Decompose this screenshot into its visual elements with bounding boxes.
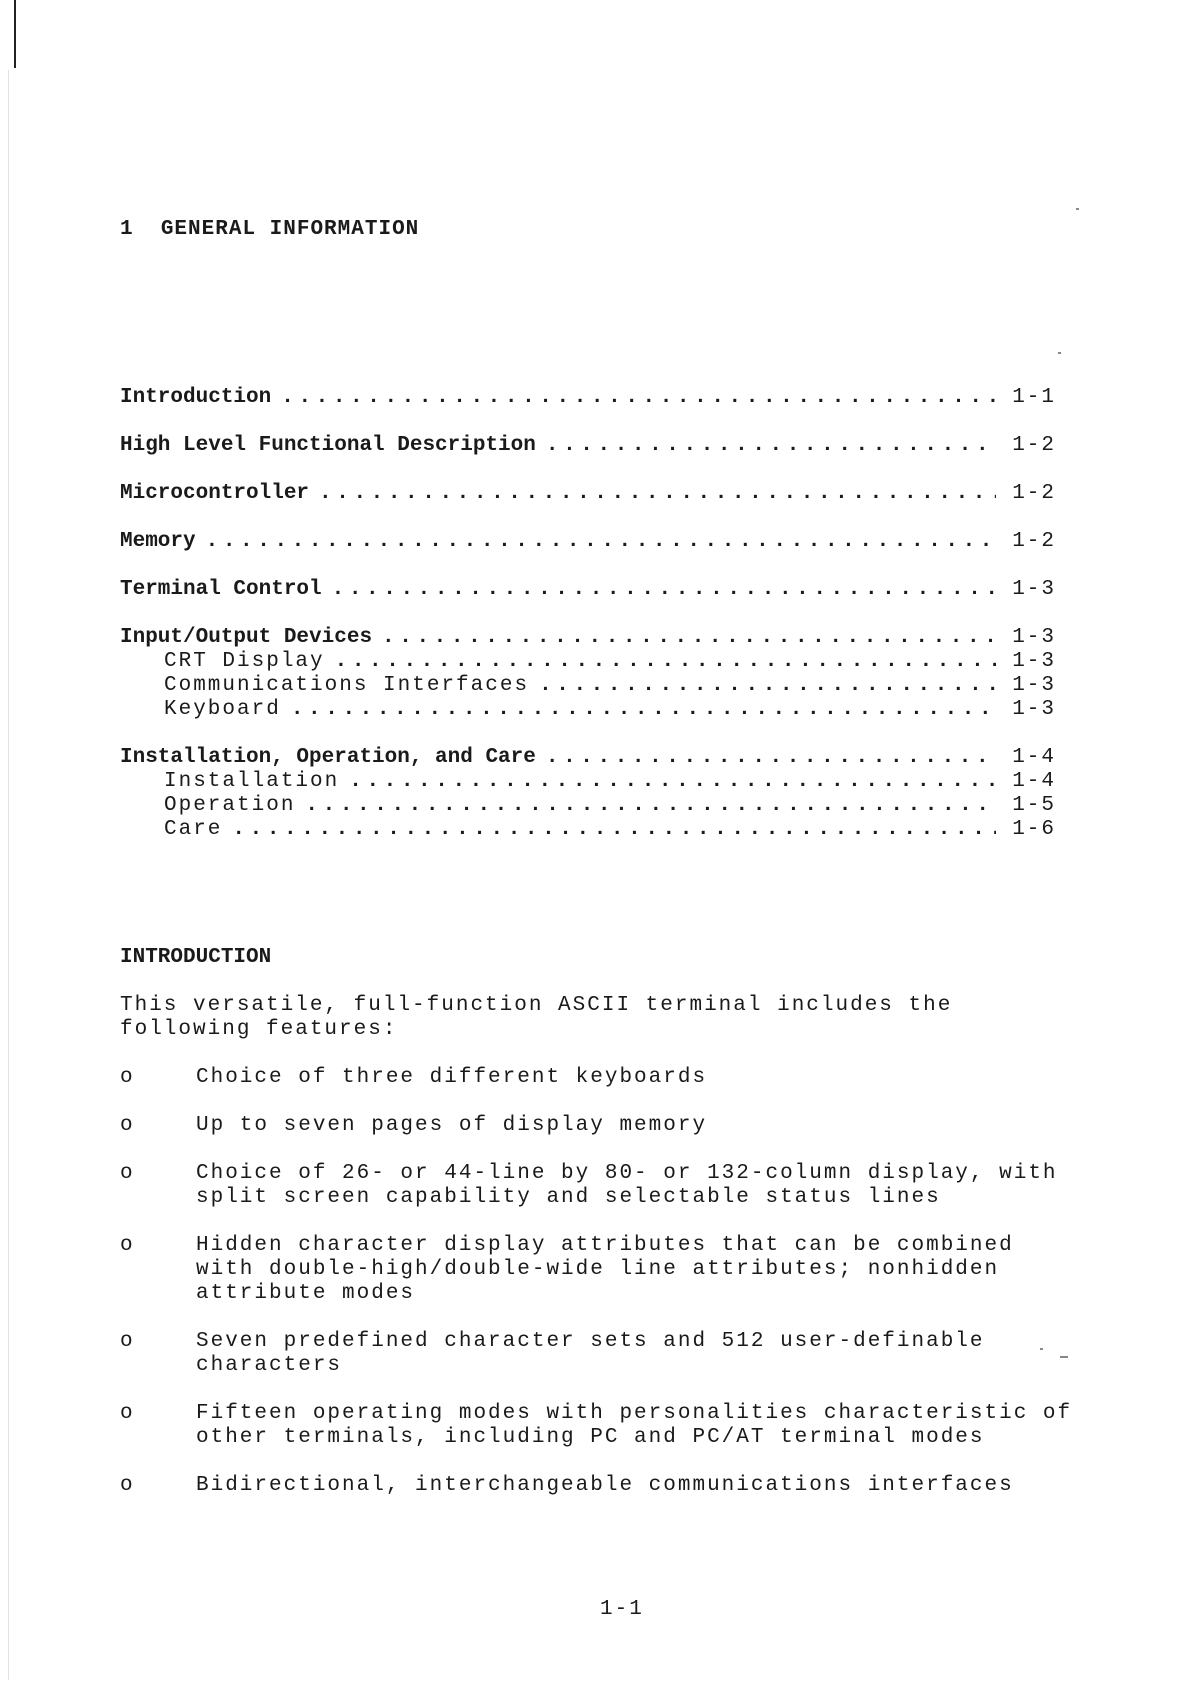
toc-entry-page: 1-2 xyxy=(1012,434,1056,457)
toc-entry-label: Communications Interfaces xyxy=(164,674,530,697)
toc-entry-label: Memory xyxy=(120,530,196,553)
toc-subentry xyxy=(120,698,1056,722)
toc-leader-dots xyxy=(382,626,996,650)
toc-group xyxy=(120,746,1056,842)
toc-entry-page: 1-3 xyxy=(1012,698,1056,721)
chapter-number: 1 xyxy=(120,218,134,241)
toc-entry xyxy=(120,530,1056,554)
chapter-heading xyxy=(120,218,419,241)
toc-entry-page: 1-3 xyxy=(1012,626,1056,649)
feature-text: Choice of three different keyboards xyxy=(196,1066,708,1089)
toc-entry xyxy=(120,626,1056,650)
toc-entry-label: CRT Display xyxy=(164,650,325,673)
feature-text: Choice of 26- or 44-line by 80- or 132-column display, with split screen capability and selectable status lines xyxy=(196,1162,1058,1209)
toc-entry-page: 1-4 xyxy=(1012,746,1056,769)
scan-speck xyxy=(1040,1348,1043,1350)
feature-item xyxy=(120,1330,1080,1378)
feature-item xyxy=(120,1066,1080,1090)
toc-entry xyxy=(120,746,1056,770)
toc-entry-label: Terminal Control xyxy=(120,578,322,601)
toc-group xyxy=(120,578,1056,602)
toc-entry-page: 1-2 xyxy=(1012,482,1056,505)
toc-group xyxy=(120,530,1056,554)
feature-item xyxy=(120,1474,1080,1498)
bullet-marker: o xyxy=(120,1066,135,1089)
table-of-contents xyxy=(120,386,1056,866)
toc-group xyxy=(120,434,1056,458)
toc-entry-label: High Level Functional Description xyxy=(120,434,536,457)
toc-entry-label: Input/Output Devices xyxy=(120,626,373,649)
toc-leader-dots xyxy=(291,698,996,722)
page-number: 1-1 xyxy=(600,1598,644,1621)
bullet-marker: o xyxy=(120,1330,135,1353)
toc-leader-dots xyxy=(232,818,996,842)
toc-leader-dots xyxy=(319,482,996,506)
toc-entry xyxy=(120,482,1056,506)
scan-speck xyxy=(1058,352,1061,354)
bullet-marker: o xyxy=(120,1402,135,1425)
feature-list xyxy=(120,1066,1080,1522)
toc-subentry xyxy=(120,674,1056,698)
toc-leader-dots xyxy=(335,650,996,674)
toc-group xyxy=(120,626,1056,722)
toc-subentry xyxy=(120,818,1056,842)
toc-subentry xyxy=(120,794,1056,818)
toc-entry-page: 1-6 xyxy=(1012,818,1056,841)
bullet-marker: o xyxy=(120,1114,135,1137)
toc-subentry xyxy=(120,650,1056,674)
toc-entry-page: 1-3 xyxy=(1012,578,1056,601)
bullet-marker: o xyxy=(120,1234,135,1257)
toc-group xyxy=(120,482,1056,506)
toc-group xyxy=(120,386,1056,410)
toc-entry xyxy=(120,578,1056,602)
feature-item xyxy=(120,1114,1080,1138)
toc-leader-dots xyxy=(332,578,996,602)
toc-entry-label: Care xyxy=(164,818,223,841)
chapter-title: GENERAL INFORMATION xyxy=(160,218,420,241)
toc-entry-label: Installation xyxy=(164,770,340,793)
toc-subentry xyxy=(120,770,1056,794)
toc-leader-dots xyxy=(546,434,996,458)
toc-entry-label: Operation xyxy=(164,794,296,817)
toc-leader-dots xyxy=(546,746,996,770)
feature-text: Up to seven pages of display memory xyxy=(196,1114,708,1137)
feature-text: Fifteen operating modes with personalities characteristic of other terminals, including PC and PC/AT terminal modes xyxy=(196,1402,1073,1449)
toc-entry-page: 1-1 xyxy=(1012,386,1056,409)
binding-edge-line xyxy=(8,70,9,1680)
bullet-marker: o xyxy=(120,1474,135,1497)
toc-leader-dots xyxy=(206,530,996,554)
toc-entry-label: Keyboard xyxy=(164,698,281,721)
toc-entry-page: 1-3 xyxy=(1012,650,1056,673)
toc-entry-label: Microcontroller xyxy=(120,482,310,505)
toc-leader-dots xyxy=(305,794,996,818)
feature-item xyxy=(120,1162,1080,1210)
scan-speck xyxy=(1060,1356,1068,1358)
toc-entry-page: 1-4 xyxy=(1012,770,1056,793)
introduction-paragraph: This versatile, full-function ASCII terminal includes the following features: xyxy=(120,994,953,1041)
section-heading-introduction: INTRODUCTION xyxy=(120,946,272,969)
feature-text: Hidden character display attributes that can be combined with double-high/double-wide line attributes; nonhidden attribute modes xyxy=(196,1234,1014,1305)
scan-speck xyxy=(1076,208,1079,210)
feature-text: Bidirectional, interchangeable communications interfaces xyxy=(196,1474,1014,1497)
toc-entry-label: Installation, Operation, and Care xyxy=(120,746,536,769)
feature-text: Seven predefined character sets and 512 user-definable characters xyxy=(196,1330,985,1377)
toc-leader-dots xyxy=(349,770,996,794)
toc-entry-page: 1-3 xyxy=(1012,674,1056,697)
toc-entry-label: Introduction xyxy=(120,386,272,409)
toc-leader-dots xyxy=(281,386,996,410)
toc-entry xyxy=(120,434,1056,458)
toc-entry-page: 1-2 xyxy=(1012,530,1056,553)
bullet-marker: o xyxy=(120,1162,135,1185)
binding-edge-mark xyxy=(14,0,16,68)
feature-item xyxy=(120,1234,1080,1306)
toc-entry-page: 1-5 xyxy=(1012,794,1056,817)
toc-entry xyxy=(120,386,1056,410)
feature-item xyxy=(120,1402,1080,1450)
toc-leader-dots xyxy=(539,674,996,698)
